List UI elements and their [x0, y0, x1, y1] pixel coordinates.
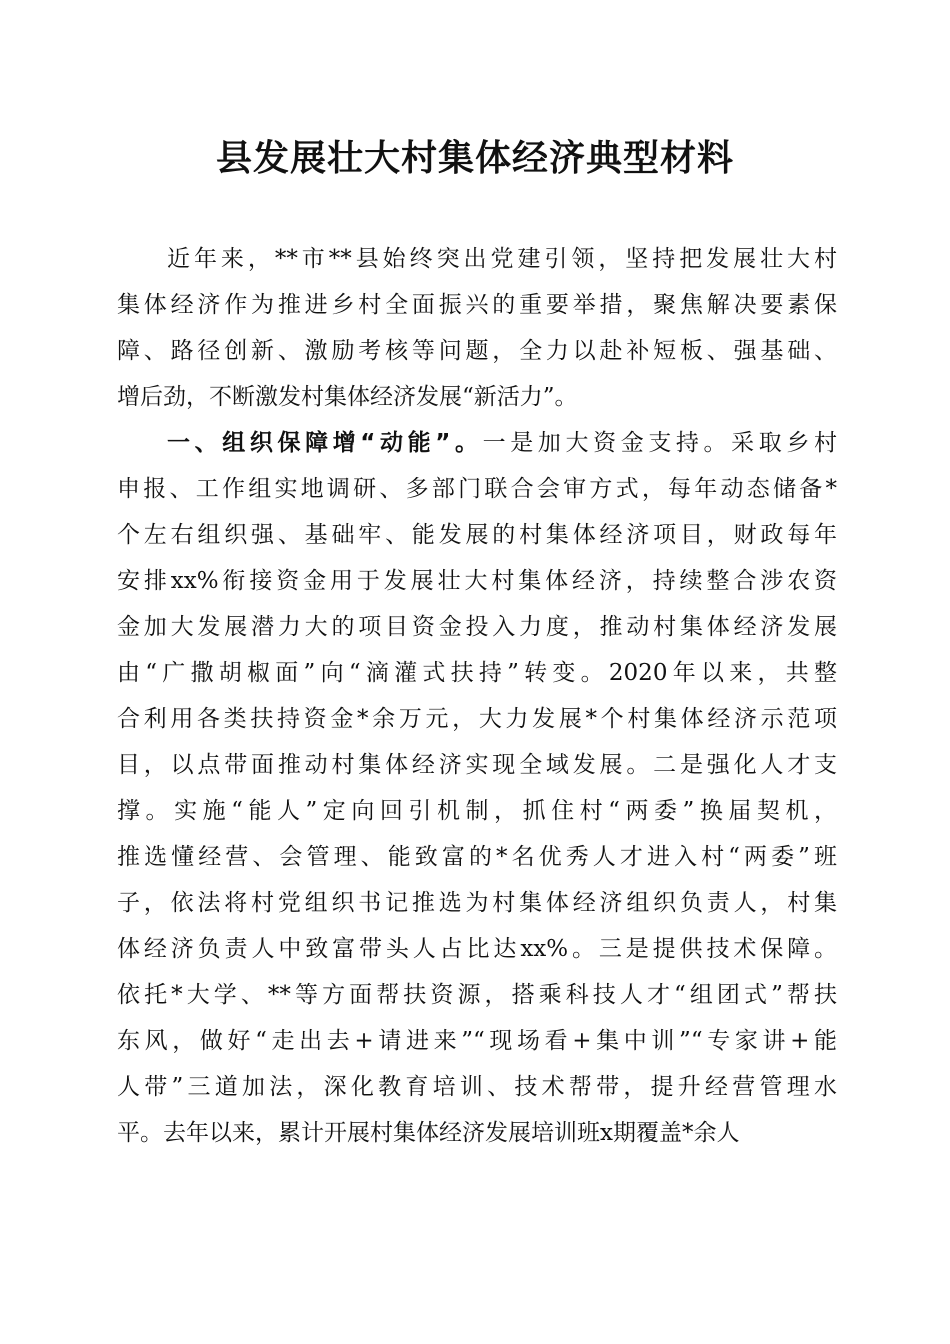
text-line: 撑。实施“能人”定向回引机制，抓住村“两委”换届契机， — [117, 798, 837, 824]
text-line: 东风，做好“走出去+请进来”“现场看+集中训”“专家讲+能 — [117, 1028, 837, 1054]
text-line: 由“广撒胡椒面”向“滴灌式扶持”转变。2020年以来，共整 — [117, 660, 837, 686]
text-line: 金加大发展潜力大的项目资金投入力度，推动村集体经济发展 — [117, 614, 837, 640]
text-line: 安排xx%衔接资金用于发展壮大村集体经济，持续整合涉农资 — [117, 568, 837, 594]
text-line: 近年来，**市**县始终突出党建引领，坚持把发展壮大村 — [167, 246, 837, 272]
text-line: 体经济负责人中致富带头人占比达xx%。三是提供技术保障。 — [117, 936, 837, 962]
text-line: 个左右组织强、基础牢、能发展的村集体经济项目，财政每年 — [117, 522, 837, 548]
text-line: 人带”三道加法，深化教育培训、技术帮带，提升经营管理水 — [117, 1074, 837, 1100]
text-line: 依托*大学、**等方面帮扶资源，搭乘科技人才“组团式”帮扶 — [117, 982, 837, 1008]
text-line: 推选懂经营、会管理、能致富的*名优秀人才进入村“两委”班 — [117, 844, 837, 870]
document-body — [117, 236, 837, 1156]
text-line: 平。去年以来，累计开展村集体经济发展培训班x期覆盖*余人 — [117, 1120, 740, 1146]
text-line: 障、路径创新、激励考核等问题，全力以赴补短板、强基础、 — [117, 338, 837, 364]
text-line: 子，依法将村党组织书记推选为村集体经济组织负责人，村集 — [117, 890, 837, 916]
text-line: 增后劲，不断激发村集体经济发展“新活力”。 — [117, 384, 578, 410]
text-line: 合利用各类扶持资金*余万元，大力发展*个村集体经济示范项 — [117, 706, 837, 732]
section-first-line-text: 一是加大资金支持。采取乡村 — [482, 430, 837, 456]
section-heading: 一、组织保障增“动能”。 — [167, 430, 483, 456]
document-title: 县发展壮大村集体经济典型材料 — [215, 137, 734, 179]
section-first-line — [117, 420, 837, 466]
text-line: 申报、工作组实地调研、多部门联合会审方式，每年动态储备* — [117, 476, 837, 502]
text-line: 集体经济作为推进乡村全面振兴的重要举措，聚焦解决要素保 — [117, 292, 837, 318]
text-line: 目，以点带面推动村集体经济实现全域发展。二是强化人才支 — [117, 752, 837, 778]
